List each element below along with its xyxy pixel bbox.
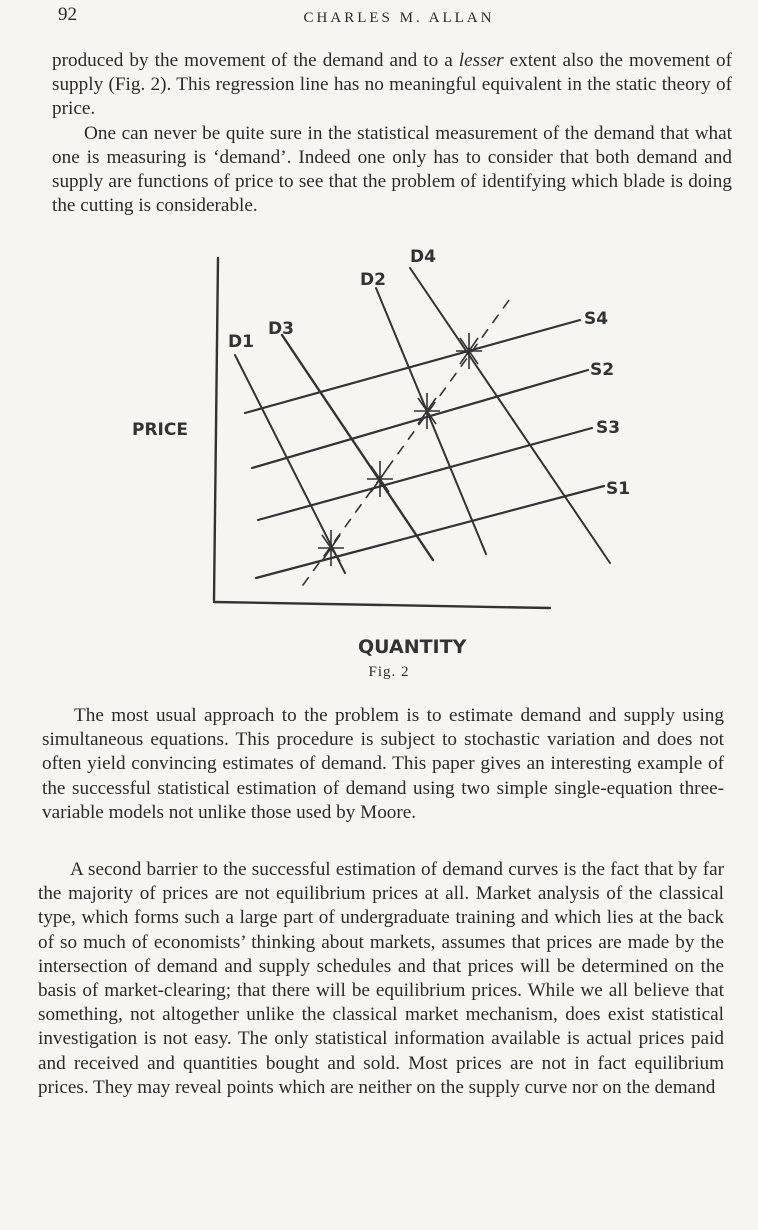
supply-line-s3: [258, 428, 592, 520]
demand-line-d2: [376, 288, 486, 554]
paragraph: A second barrier to the successful estimation of demand curves is the fact that by far the majority of prices are not equilibrium prices at all. Market analysis of the classical type, which forms such a large part of undergraduate training and which lies at the back of so much of economists’ thinking about markets, assumes that prices are made by the intersection of demand and supply schedules and that prices will be determined on the basis of market-clearing; that there will be equilibrium prices. While we all believe that something, not altogether unlike the classical market mechanism, does exist statistical investigation is not easy. The only statistical information available is actual prices paid and received and quantities bought and sold. Most prices are not in fact equilibrium prices. They may reveal points which are neither on the supply curve nor on the demand: [38, 859, 724, 1098]
equilibrium-markers: [318, 333, 482, 566]
equilibrium-marker: [456, 333, 482, 369]
figure-caption: Fig. 2: [368, 664, 410, 680]
figure-2: [120, 230, 660, 690]
y-axis-label: PRICE: [132, 420, 188, 440]
label-s2: S2: [590, 360, 615, 380]
label-d4: D4: [410, 247, 436, 267]
demand-line-d1: [235, 355, 345, 573]
label-s3: S3: [596, 418, 621, 438]
running-head: CHARLES M. ALLAN: [303, 10, 495, 26]
paragraph: One can never be quite sure in the statistical measurement of the demand that what one is measuring is ‘demand’. Indeed one only has to consider that both demand and supply are functions of price to see that the problem of identifying which blade is doing the cutting is considerable.: [52, 122, 732, 217]
label-d1: D1: [228, 332, 254, 352]
equilibrium-marker: [414, 393, 440, 429]
equilibrium-marker: [367, 461, 393, 497]
supply-demand-diagram: [120, 230, 660, 690]
x-axis: [214, 602, 550, 608]
supply-line-s4: [245, 320, 580, 413]
label-s1: S1: [606, 479, 631, 499]
demand-line-d4: [410, 268, 610, 563]
supply-line-s2: [252, 370, 588, 468]
paragraph: produced by the movement of the demand and to a lesser extent also the movement of supply (Fig. 2). This regression line has no meaningful equivalent in the static theory of price.: [52, 50, 732, 120]
body-text-top: [52, 49, 732, 218]
x-axis-label: QUANTITY: [358, 636, 467, 658]
paragraph: The most usual approach to the problem is to estimate demand and supply using simultaneous equations. This procedure is subject to stochastic variation and does not often yield convincing estimates of demand. This paper gives an interesting example of the successful statistical estimation of demand using two simple single-equation three-variable models not unlike those used by Moore.: [42, 705, 724, 823]
page-number: 92: [58, 4, 77, 25]
y-axis: [214, 258, 218, 600]
label-d2: D2: [360, 270, 386, 290]
equilibrium-marker: [318, 530, 344, 566]
label-s4: S4: [584, 309, 609, 329]
label-d3: D3: [268, 319, 294, 339]
